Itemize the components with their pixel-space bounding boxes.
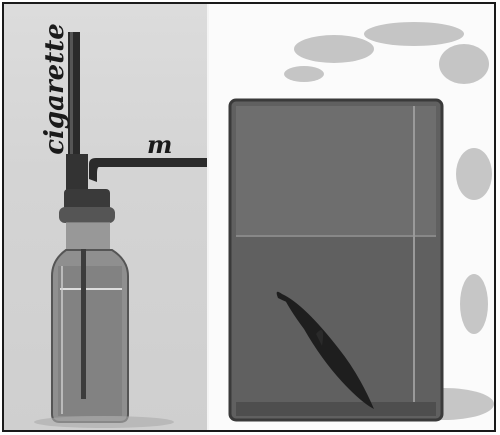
cigarette-label: cigarette [40, 23, 70, 155]
tube-m-label: m [147, 130, 173, 159]
tank-upper [236, 106, 436, 236]
tank-base [236, 402, 436, 416]
aquarium-illustration [4, 4, 496, 432]
figure-frame [2, 2, 496, 432]
